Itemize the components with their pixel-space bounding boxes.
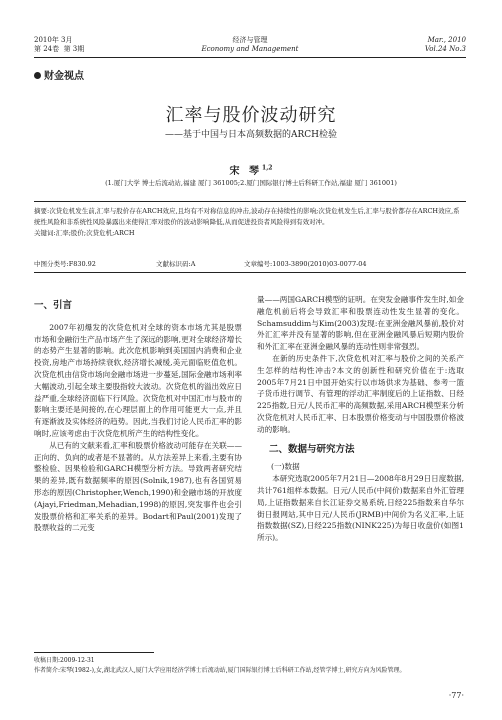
header-center <box>34 36 466 53</box>
footnote <box>34 656 464 676</box>
date-en: Mar., 2010 <box>427 36 466 44</box>
classification-line <box>34 259 464 269</box>
abstract: 摘要:次贷危机发生前,汇率与股价存在ARCH效应,且均有不对称信息的冲击,波动存在持续性的影响;次贷危机发生后,汇率与股价都存在ARCH效应,系统性风险和非系统性风险暴露出来使得汇率对股价的波动影响降低,从而促进投资者风险得到有效对冲。 <box>34 207 460 226</box>
right-column <box>257 294 464 544</box>
author <box>0 162 502 177</box>
paragraph: 本研究选取2005年7月21日—2008年8月29日日度数据,共计761组样本数据。日元/人民币(中间价)数据来自外汇管理局,上证指数据来自长江证券交易系统,日经225指数来自华尔街日报网站,其中日元/人民币(JRMB)中间价为名义汇率,上证指数数据(SZ),日经225指数(NINK225)为每日收盘价(如图1所示)。 <box>257 474 464 543</box>
section-label-text: 财金视点 <box>44 71 84 82</box>
article-number: 文章编号:1003-3890(2010)03-0077-04 <box>244 260 367 268</box>
page-number: ·77· <box>448 691 464 700</box>
section-heading-intro: 一、引言 <box>34 300 73 311</box>
volume-issue: 第 24卷 第 3期 <box>34 44 85 53</box>
received-date: 收稿日期:2009-12-31 <box>34 657 95 664</box>
author-name: 宋 琴 <box>229 166 263 177</box>
article-subtitle: ——基于中国与日本高频数据的ARCH检验 <box>164 130 337 140</box>
issue-date: 2010年 3月 <box>34 36 73 44</box>
running-header <box>34 36 466 56</box>
article-title: 汇率与股价波动研究 <box>165 105 337 126</box>
clc-number: 中图分类号:F830.92 <box>34 260 96 268</box>
paragraph: 从已有的文献来看,汇率和股票价格波动可能存在关联——正向的、负向的或者是不显著的。从方法差异上来看,主要有协整检验、因果检验和GARCH模型分析方法。导致两者研究结果的差异,既有数据频率的原因(Solnik,1987),也有各国贸易形态的原因(Christopher,Wench,1990)和金融市场的开放度(Ajayi,Friedman,Mehadian,1998)的原因,突发事件也会引发股票价格和汇率关系的差异。Bodart和Paul(2001)发现了股票收益的二元变 <box>34 440 242 533</box>
keywords: 关键词:汇率;股价;次贷危机;ARCH <box>34 229 135 237</box>
left-column <box>34 300 242 534</box>
bullet-icon <box>34 72 41 79</box>
paragraph: 2007年初爆发的次贷危机对全球的资本市场尤其是股票市场和金融衍生产品市场产生了深远的影响,更对全球经济增长的态势产生显著的影响。此次危机影响到美国国内消费和企业投资,房地产市场持续衰软,经济增长减缓,美元面临贬值危机。次贷危机由信贷市场向金融市场进一步蔓延,国际金融市场利率大幅波动,引起全球主要股指较大波动。次贷危机的溢出效应日益严重,全球经济面临下行风险。次贷危机对中国汇市与股市的影响主要还是间接的,在心理层面上的作用可能更大一点,并且有逐渐波及实体经济的趋势。因此,当我们讨论人民币汇率的影响时,应该考虑由于次贷危机所产生的结构性变化。 <box>34 322 242 438</box>
affiliation: (1.厦门大学 博士后流动站,福建 厦门 361005;2.厦门国际银行博士后科研工作站,福建 厦门 361001) <box>105 179 397 187</box>
abstract-top-rule <box>34 201 466 202</box>
journal-name-cn: 经济与管理 <box>232 36 268 44</box>
journal-name-en: Economy and Management <box>201 44 299 53</box>
paragraph: 量——两国GARCH模型的证明。在突发金融事件发生时,如金融危机前后将会导致汇率和股票连动性发生显著的变化。Schamsuddim与Kim(2003)发现:在亚洲金融风暴前,股价对外汇汇率并没有显著的影响,但在亚洲金融风暴后短期内股价和外汇汇率在亚洲金融风暴的连动性则非常强烈。 <box>257 295 464 352</box>
author-intro: 作者简介:宋琴(1982-),女,湖北武汉人,厦门大学应用经济学博士后流动站,厦门国际银行博士后科研工作站,经管学博士,研究方向为风险管理。 <box>34 667 406 674</box>
volume-en: Vol.24 No.3 <box>424 44 466 53</box>
footnote-rule <box>34 652 154 653</box>
document-code: 文献标识码:A <box>156 260 196 268</box>
header-right <box>425 36 466 53</box>
section-heading-data: 二、数据与研究方法 <box>269 443 355 455</box>
author-superscript: 1,2 <box>262 164 273 172</box>
subsection-heading: (一)数据 <box>271 462 300 472</box>
paragraph: 在新的历史条件下,次贷危机对汇率与股价之间的关系产生怎样的结构性冲击?本文的创新性和研究价值在于:选取2005年7月21日中国开始实行以市场供求为基础、参考一篮子货币进行调节、有管理的浮动汇率制度后的上证指数、日经225指数,日元/人民币汇率的高频数据,采用ARCH模型来分析次贷危机对人民币汇率、日本股票价格变动与中国股票价格波动的影响。 <box>257 353 464 434</box>
abstract-block <box>34 206 464 239</box>
header-rule <box>34 57 466 58</box>
abstract-bottom-rule <box>34 272 466 273</box>
section-label <box>34 67 84 82</box>
